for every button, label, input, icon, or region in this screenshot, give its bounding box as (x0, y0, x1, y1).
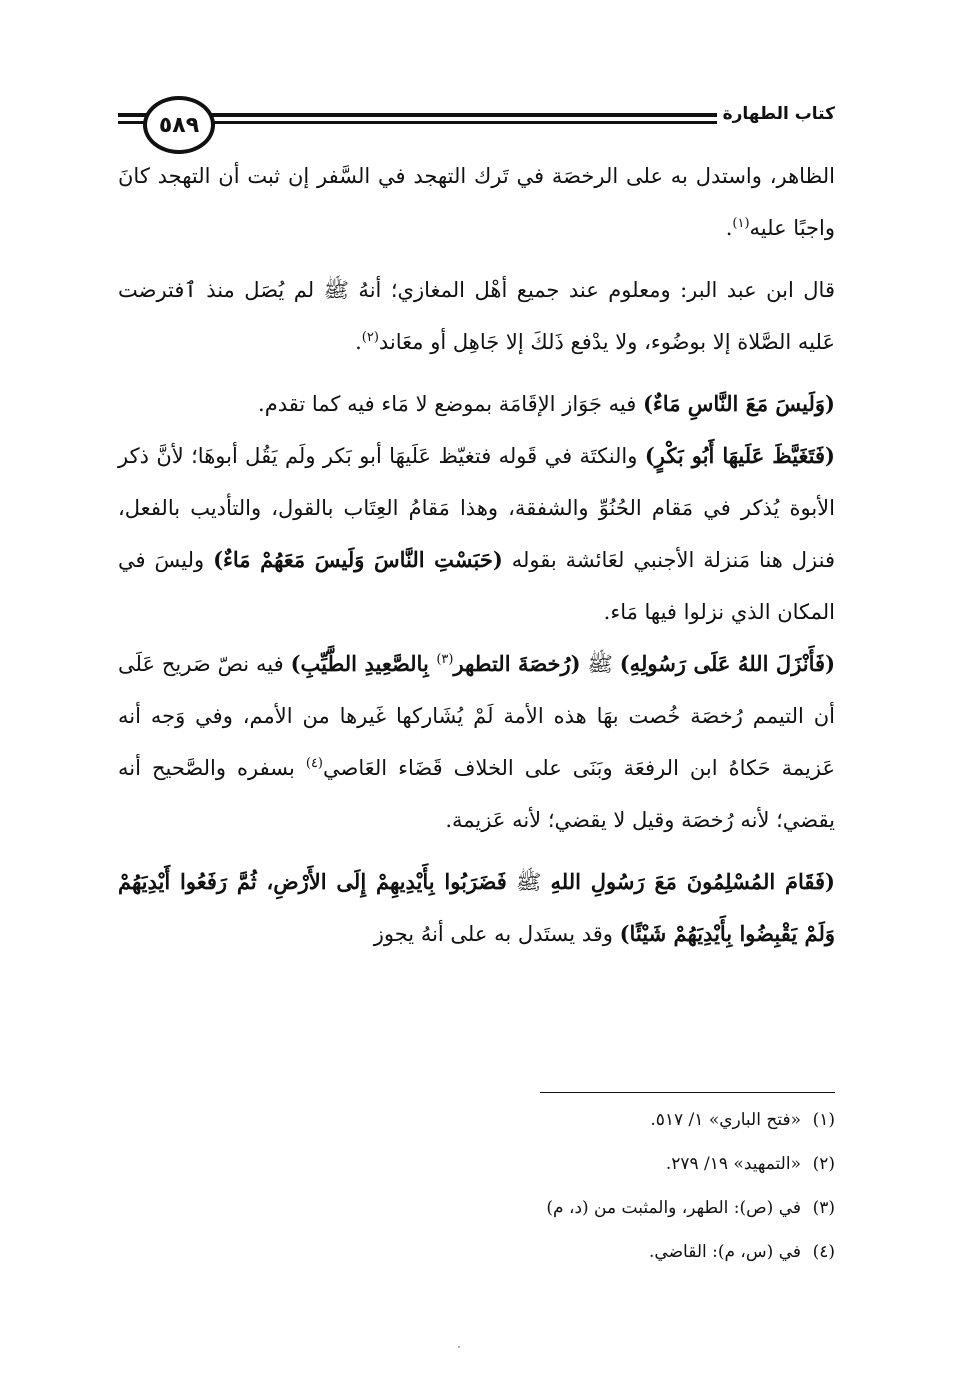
hadith-quote: (فَتَغَيَّظَ عَلَيهَا أَبُو بَكْرٍ) (644, 443, 835, 468)
footnote-ref-3: (٣) (436, 652, 454, 667)
footnote-1: (١)«فتح الباري» ١/ ٥١٧. (650, 1110, 835, 1130)
paragraph-5: (فَأَنْزَلَ اللهُ عَلَى رَسُولِهِ) ﷺ (رُخصَةَ التطهر$^{(٣)}$ بِالصَّعِيدِ الطَّيِّبِ) فيه نصّ صَريح عَلَى أن التيمم رُخصَة خُصت بهَا هذه الأمة لَمْ يُشَاركها غَيرها من الأمم، وفي وَجه أنه عَزيمة حَكاهُ ابن الرفعَة وبَنَى على الخلاف قَضَاء العَاصي$^{(٤)}$ بسفره والصَّحيح أنه يقضي؛ لأنه رُخصَة وقيل لا يقضي؛ لأنه عَزيمة. (118, 651, 835, 832)
footnote-4: (٤)في (س، م): القاضي. (649, 1242, 835, 1262)
page-number: ٥٨٩ (143, 96, 215, 154)
footnotes (118, 1098, 835, 1274)
running-title: كتاب الطهارة (722, 104, 835, 124)
salla-symbol: ﷺ (580, 652, 620, 676)
footnote-ref-4: (٤) (305, 756, 323, 771)
footnote-separator (540, 1092, 835, 1093)
hadith-quote: (فَقَامَ المُسْلِمُونَ مَعَ رَسُولِ اللهِ (550, 869, 835, 894)
salla-symbol: ﷺ (506, 870, 551, 894)
hadith-quote: بِالصَّعِيدِ الطَّيِّبِ) (290, 651, 437, 676)
footnote-3: (٣)في (ص): الطهر، والمثبت من (د، م) (546, 1198, 835, 1218)
main-text (118, 150, 835, 960)
footnote-ref-1: (١) (732, 216, 750, 231)
hadith-quote: (رُخصَةَ التطهر (453, 651, 581, 676)
paragraph-6: (فَقَامَ المُسْلِمُونَ مَعَ رَسُولِ اللهِ ﷺ فَضَرَبُوا بِأَيْدِيهِمْ إِلَى الأَرْضِ، ثُمَّ رَفَعُوا أَيْدِيَهُمْ وَلَمْ يَقْبِضُوا بِأَيْدِيَهُمْ شَيْئًا) وقد يستَدل به على أنهُ يجوز (118, 869, 835, 946)
hadith-quote: (حَبَسْتِ النَّاسَ وَلَيسَ مَعَهُمْ مَاءٌ) (213, 547, 503, 572)
paragraph-1: الظاهر، واستدل به على الرخصَة في تَرك التهجد في السَّفر إن ثبت أن التهجد كانَ واجبًا عليه$^{(١)}$. (118, 164, 835, 240)
page-header (0, 0, 953, 160)
paragraph-2: قال ابن عبد البر: ومعلوم عند جميع أهْل المغازي؛ أنهُ ﷺ لم يُصَل منذ ٱفترضت عَليه الصَّلاة إلا بوضُوء، ولا يدْفع ذَلكَ إلا جَاهِل أو معَاند$^{(٢)}$. (118, 278, 835, 354)
hadith-quote: فَضَرَبُوا بِأَيْدِيهِمْ إِلَى الأَرْضِ، ثُمَّ رَفَعُوا أَيْدِيَهُمْ وَلَمْ يَقْبِضُوا بِأَيْدِيَهُمْ شَيْئًا) (118, 869, 835, 946)
paragraph-4: (فَتَغَيَّظَ عَلَيهَا أَبُو بَكْرٍ) والنكتَة في قَوله فتغيّظ عَلَيهَا أبو بَكر ولَم يَقُل أبوهَا؛ لأنَّ ذكر الأبوة يُذكر في مَقام الحُنُوِّ والشفقة، وهذا مَقامُ العِتَاب بالقول، والتأديب بالفعل، فنزل هنا مَنزلة الأجنبي لعَائشة بقوله (حَبَسْتِ النَّاسَ وَلَيسَ مَعَهُمْ مَاءٌ) وليسَ في المكان الذي نزلوا فيها مَاء. (118, 443, 835, 624)
hadith-quote: (فَأَنْزَلَ اللهُ عَلَى رَسُولِهِ) (619, 651, 835, 676)
paragraph-3: (وَلَيسَ مَعَ النَّاسِ مَاءٌ) فيه جَوَاز الإقَامَة بموضع لا مَاء فيه كما تقدم. (258, 391, 835, 416)
scan-speck (458, 1346, 460, 1348)
footnote-2: (٢)«التمهيد» ١٩/ ٢٧٩. (665, 1154, 835, 1174)
hadith-quote: (وَلَيسَ مَعَ النَّاسِ مَاءٌ) (642, 391, 835, 416)
footnote-ref-2: (٢) (361, 330, 379, 345)
